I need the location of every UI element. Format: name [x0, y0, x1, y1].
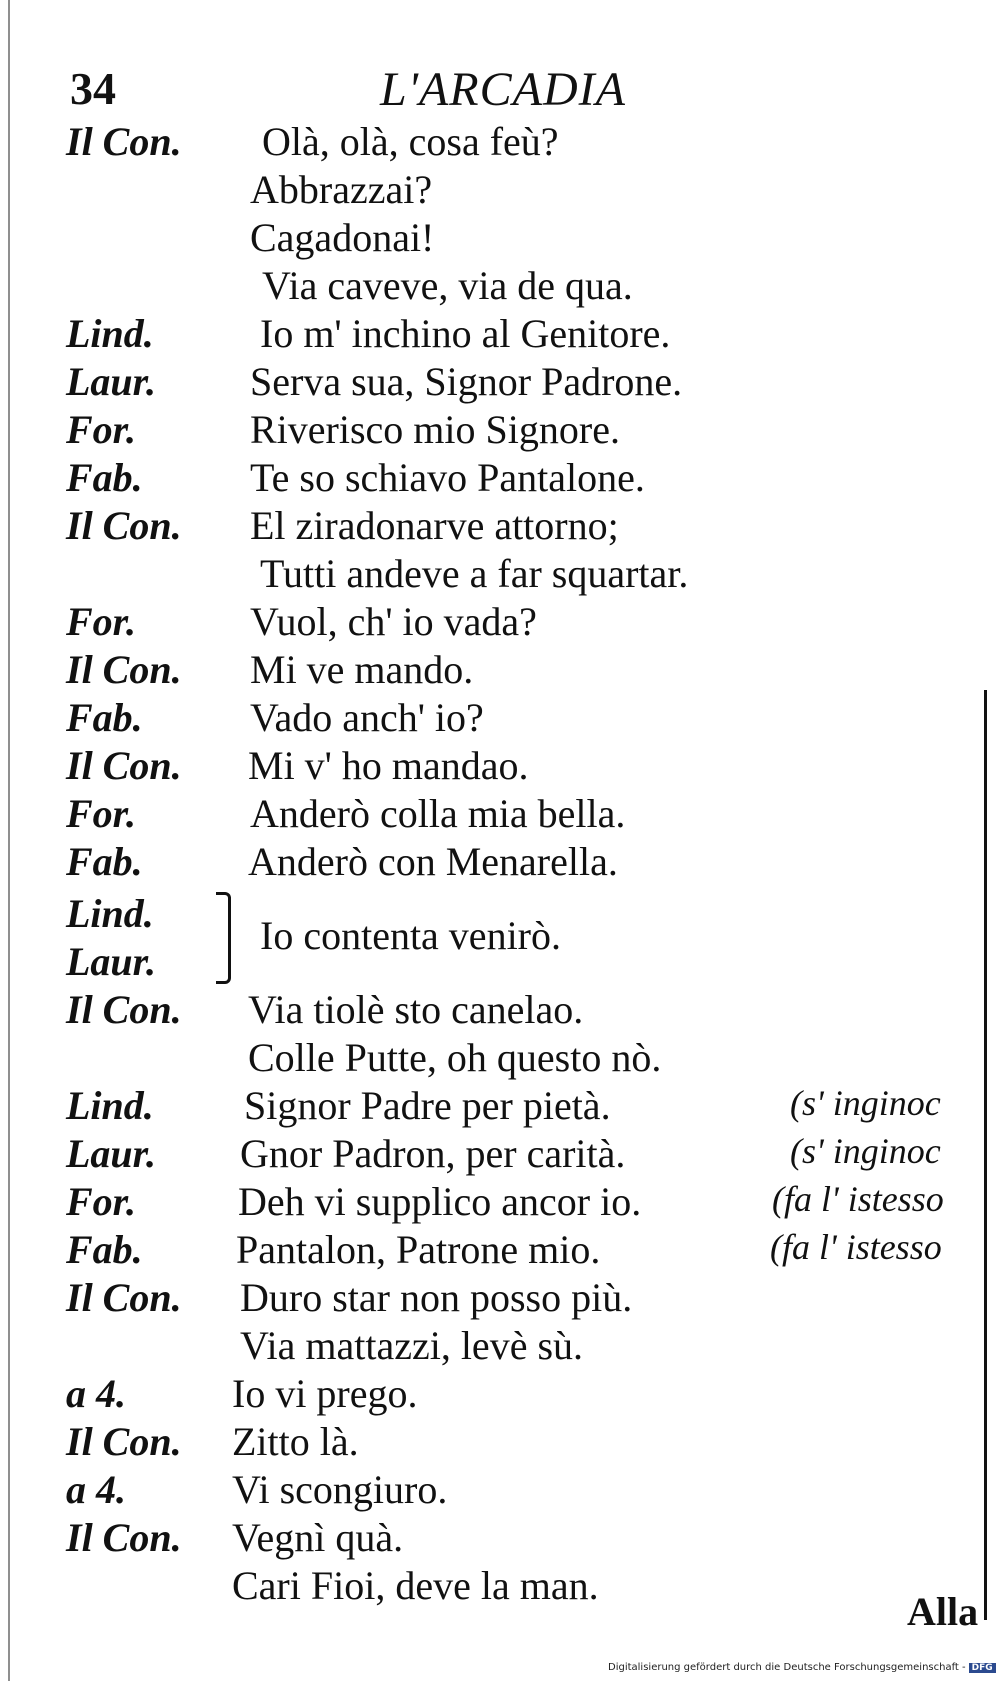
- verse-line: [0, 1226, 1000, 1276]
- verse-text: Io contenta venirò.: [260, 913, 561, 958]
- speaker-label: Il Con.: [66, 647, 182, 692]
- speaker-label: For.: [66, 1179, 137, 1224]
- verse-text: Io m' inchino al Genitore.: [260, 311, 671, 356]
- verse-text: Vegnì quà.: [232, 1515, 404, 1560]
- verse-line: [0, 502, 1000, 552]
- verse-line: [0, 1562, 1000, 1612]
- verse-line: [0, 790, 1000, 840]
- verse-line: [0, 1178, 1000, 1228]
- catchword: Alla: [907, 1589, 979, 1634]
- verse-text: Serva sua, Signor Padrone.: [250, 359, 683, 404]
- dfg-logo: DFG: [969, 1663, 996, 1673]
- verse-line: [0, 694, 1000, 744]
- verse-text: Abbrazzai?: [250, 167, 433, 212]
- running-head: L'ARCADIA: [380, 63, 626, 116]
- bracketed-speech: [66, 888, 766, 988]
- speaker-label: Lind.: [66, 891, 154, 936]
- verse-line: [0, 838, 1000, 888]
- speaker-label: Fab.: [66, 1227, 143, 1272]
- verse-text: Zitto là.: [232, 1419, 359, 1464]
- speaker-label: Il Con.: [66, 503, 182, 548]
- verse-line: [0, 1322, 1000, 1372]
- stage-direction: (s' inginoc: [790, 1131, 941, 1171]
- verse-text: Te so schiavo Pantalone.: [250, 455, 645, 500]
- verse-line: [0, 1370, 1000, 1420]
- verse-line: [0, 986, 1000, 1036]
- speaker-label: a 4.: [66, 1371, 126, 1416]
- verse-text: Colle Putte, oh questo nò.: [248, 1035, 662, 1080]
- verse-line: [0, 1130, 1000, 1180]
- speaker-bracket: [216, 892, 231, 984]
- speaker-label: Lind.: [66, 1083, 154, 1128]
- verse-text: Riverisco mio Signore.: [250, 407, 620, 452]
- speaker-label: Il Con.: [66, 1419, 182, 1464]
- verse-text: Duro star non posso più.: [240, 1275, 633, 1320]
- digitization-credit: [608, 1662, 996, 1673]
- verse-text: Signor Padre per pietà.: [244, 1083, 611, 1128]
- speaker-label: Il Con.: [66, 119, 182, 164]
- verse-text: Io vi prego.: [232, 1371, 418, 1416]
- verse-line: [0, 646, 1000, 696]
- speaker-label: Fab.: [66, 839, 143, 884]
- page-number: 34: [70, 63, 116, 114]
- verse-line: [0, 166, 1000, 216]
- verse-line: [0, 118, 1000, 168]
- stage-direction: (fa l' istesso: [770, 1227, 942, 1267]
- verse-text: Pantalon, Patrone mio.: [236, 1227, 601, 1272]
- page-header: [70, 62, 790, 122]
- verse-text: Vuol, ch' io vada?: [250, 599, 537, 644]
- verse-line: [0, 1514, 1000, 1564]
- verse-line: [0, 454, 1000, 504]
- stage-direction: (s' inginoc: [790, 1083, 941, 1123]
- speaker-label: Fab.: [66, 455, 143, 500]
- verse-line: [0, 1466, 1000, 1516]
- verse-text: Vi scongiuro.: [232, 1467, 448, 1512]
- verse-text: Vado anch' io?: [250, 695, 484, 740]
- speaker-label: Laur.: [66, 359, 157, 404]
- verse-text: Anderò con Menarella.: [248, 839, 618, 884]
- speaker-label: Il Con.: [66, 743, 182, 788]
- verse-line: [0, 310, 1000, 360]
- verse-line: [0, 214, 1000, 264]
- verse-text: Via caveve, via de qua.: [262, 263, 633, 308]
- speaker-label: Il Con.: [66, 1515, 182, 1560]
- verse-text: Cagadonai!: [250, 215, 435, 260]
- verse-line: [0, 262, 1000, 312]
- verse-text: Mi v' ho mandao.: [248, 743, 529, 788]
- speaker-label: a 4.: [66, 1467, 126, 1512]
- verse-line: [0, 598, 1000, 648]
- verse-text: Mi ve mando.: [250, 647, 474, 692]
- speaker-label: Il Con.: [66, 987, 182, 1032]
- verse-line: [0, 406, 1000, 456]
- credit-text: Digitalisierung gefördert durch die Deutsche Forschungsgemeinschaft -: [608, 1662, 966, 1673]
- speaker-label: Laur.: [66, 1131, 157, 1176]
- verse-line: [0, 358, 1000, 408]
- verse-line: [0, 1274, 1000, 1324]
- speaker-label: For.: [66, 599, 137, 644]
- verse-line: [0, 550, 1000, 600]
- verse-text: Via mattazzi, levè sù.: [240, 1323, 584, 1368]
- speaker-label: Il Con.: [66, 1275, 182, 1320]
- verse-text: Deh vi supplico ancor io.: [238, 1179, 642, 1224]
- speaker-label: Lind.: [66, 311, 154, 356]
- verse-line: [0, 742, 1000, 792]
- verse-line: [0, 1034, 1000, 1084]
- stage-direction: (fa l' istesso: [772, 1179, 944, 1219]
- verse-line: [0, 1418, 1000, 1468]
- verse-text: Cari Fioi, deve la man.: [232, 1563, 599, 1608]
- speaker-label: Fab.: [66, 695, 143, 740]
- verse-text: Olà, olà, cosa feù?: [262, 119, 559, 164]
- speaker-label: For.: [66, 407, 137, 452]
- speaker-label: For.: [66, 791, 137, 836]
- verse-text: Gnor Padron, per carità.: [240, 1131, 626, 1176]
- verse-line: [0, 1082, 1000, 1132]
- verse-text: Anderò colla mia bella.: [250, 791, 626, 836]
- speaker-label: Laur.: [66, 939, 157, 984]
- verse-text: Via tiolè sto canelao.: [248, 987, 584, 1032]
- verse-text: El ziradonarve attorno;: [250, 503, 619, 548]
- verse-text: Tutti andeve a far squartar.: [260, 551, 689, 596]
